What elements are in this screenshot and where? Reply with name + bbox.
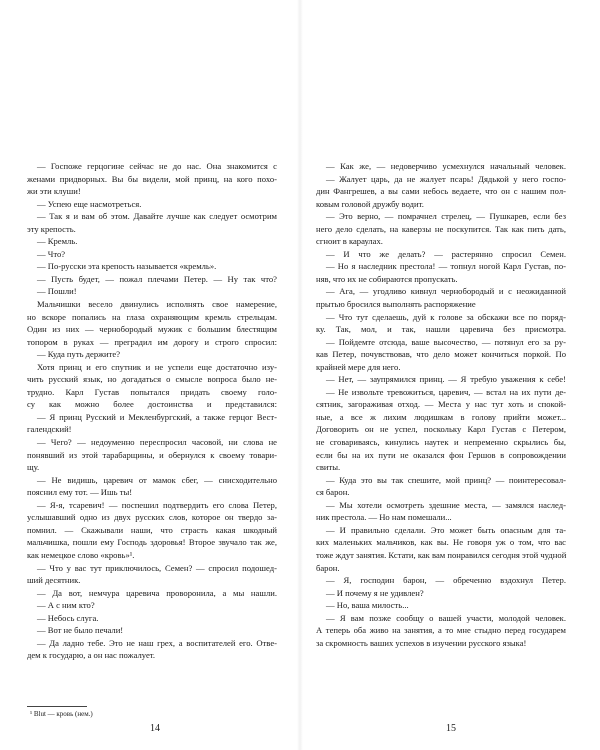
text-line: тоже ждут занятия. Кстати, как вам понравился сегодня этой чудной bbox=[316, 549, 567, 560]
text-line: свиты. bbox=[316, 462, 341, 473]
text-line: — Пойдемте отсюда, ваше высочество, — потянул его за ру- bbox=[326, 336, 566, 347]
text-line: женами придворных. Вы бы видели, мой принц, на кого похо- bbox=[27, 173, 277, 184]
text-line: дем к государю, а он нас пожалует. bbox=[27, 650, 156, 661]
text-line: — Небось слуга. bbox=[37, 612, 99, 623]
text-line: него дело сделать, на каверзы не поскупится. Так как пить дать, bbox=[316, 223, 566, 234]
text-line: — Нет, — заупрямился принц. — Я требую уважения к себе! bbox=[326, 374, 566, 385]
text-line: кав Петер, почувствовав, что дело может кончиться поркой. По bbox=[316, 349, 566, 360]
text-line: — Но, ваша милость... bbox=[326, 600, 409, 611]
text-line: понявший из этой тарабарщины, и обернулся к своему товари- bbox=[27, 449, 277, 460]
text-line: барон. bbox=[316, 562, 340, 573]
page-number-left: 14 bbox=[150, 723, 160, 734]
text-line: — И правильно сделали. Это может быть опасным для та- bbox=[326, 524, 566, 535]
text-line: — Куда это вы так спешите, мой принц? — поинтересовал- bbox=[326, 474, 566, 485]
text-line: — Что? bbox=[37, 248, 66, 259]
text-line: мальчишка, пошли ему Господь здоровья! Второе звучало так же, bbox=[27, 537, 277, 548]
text-line: — Куда путь держите? bbox=[37, 349, 121, 360]
book-gutter bbox=[297, 0, 303, 750]
text-line: эту крепость. bbox=[27, 223, 76, 234]
text-line: чить русский язык, но догадаться о смысле вопроса было не- bbox=[27, 374, 277, 385]
text-line: — Не извольте тревожиться, царевич, — встал на их пути де- bbox=[326, 386, 566, 397]
text-line: не сговариваясь, кинулись наутек и непременно скрылись бы, bbox=[316, 437, 566, 448]
text-line: — Не видишь, царевич от мамок сбег, — снисходительно bbox=[37, 474, 277, 485]
left-page-text bbox=[27, 160, 277, 662]
text-line: за скромность ваших успехов в изучении русского языка! bbox=[316, 637, 527, 648]
text-line: — Я-я, тсаревич! — поспешил подтвердить его слова Петер, bbox=[37, 499, 277, 510]
text-line: Договорить он не успел, поскольку Карл Густав с Петером, bbox=[316, 424, 566, 435]
text-line: А теперь оба живо на занятия, а то мне стыдно перед государем bbox=[316, 625, 566, 636]
text-line: ся барон. bbox=[316, 487, 350, 498]
text-line: но вскоре попались на глаза охраняющим кремль стрельцам. bbox=[27, 311, 277, 322]
text-line: — Жалует царь, да не жалует псарь! Дядькой у него госпо- bbox=[326, 173, 566, 184]
text-line: ких маленьких мальчиков, как вы. Не говоря уж о том, что вас bbox=[316, 537, 566, 548]
text-line: няв, что их не собираются пропускать. bbox=[316, 273, 458, 284]
text-line: — Что у вас тут приключилось, Семен? — спросил подошед- bbox=[37, 562, 277, 573]
text-line: — Чего? — недоуменно переспросил часовой, ни слова не bbox=[37, 437, 277, 448]
text-line: ник престола. — Но нам помешали... bbox=[316, 512, 452, 523]
text-line: — Это верно, — помрачнел стрелец, — Пушкарев, если без bbox=[326, 211, 566, 222]
text-line: — Успею еще насмотреться. bbox=[37, 198, 142, 209]
text-line: крайней мере для него. bbox=[316, 361, 401, 372]
text-line: — По-русски эта крепость называется «кремль». bbox=[37, 261, 217, 272]
text-line: — Вот не было печали! bbox=[37, 625, 124, 636]
text-line: если бы на их пути не оказался фон Гершов в сопровождении bbox=[316, 449, 566, 460]
text-line: — Мы хотели осмотреть здешние места, — замялся наслед- bbox=[326, 499, 566, 510]
text-line: — Ага, — угодливо кивнул чернобородый и с неожиданной bbox=[326, 286, 566, 297]
text-line: пояснил ему тот. — Ишь ты! bbox=[27, 487, 133, 498]
text-line: как немецкое слово «кровь»¹. bbox=[27, 549, 135, 560]
footnote: ¹ Blut — кровь (нем.) bbox=[30, 710, 93, 718]
text-line: ковым головой дружбу водит. bbox=[316, 198, 424, 209]
text-line: трудно. Карл Густав попытался придать своему голо- bbox=[27, 386, 277, 397]
text-line: услышавший одно из двух русских слов, которое он твердо за- bbox=[27, 512, 277, 523]
text-line: — Я принц Русский и Мекленбургский, а также герцог Вест- bbox=[37, 411, 277, 422]
text-line: жи эти клуши! bbox=[27, 186, 81, 197]
footnote-rule bbox=[27, 706, 87, 707]
text-line: — Госпоже герцогине сейчас не до нас. Она знакомится с bbox=[37, 161, 277, 171]
text-line: дин Фангрешев, а вы сами небось ведаете, что он с нашим пол- bbox=[316, 186, 566, 197]
text-line: — Да вот, немчура царевича проворонила, а мы нашли. bbox=[37, 587, 277, 598]
text-line: — А с ним кто? bbox=[37, 600, 95, 611]
text-line: — Я вам позже сообщу о вашей участи, молодой человек. bbox=[326, 612, 566, 623]
text-line: ший десятник. bbox=[27, 575, 81, 586]
right-page-text bbox=[316, 160, 566, 649]
text-line: — И почему я не удивлен? bbox=[326, 587, 424, 598]
text-line: Мальчишки весело двинулись исполнять свое намерение, bbox=[37, 299, 277, 310]
text-line: — Пошли! bbox=[37, 286, 77, 297]
text-line: — Кремль. bbox=[37, 236, 78, 247]
text-line: прытью бросился выполнять распоряжение bbox=[316, 299, 476, 310]
text-line: ные, а все ж лихим людишкам в голову прийти может... bbox=[316, 411, 566, 422]
text-line: сятник, загораживая отход. — Места у нас тут хоть и спокой- bbox=[316, 399, 566, 410]
text-line: — Да ладно тебе. Это не наш грех, а воспитателей его. Отве- bbox=[37, 637, 277, 648]
text-line: — Что тут сделаешь, дуй к голове за обскажи все по поряд- bbox=[326, 311, 566, 322]
text-line: Один из них — чернобородый мужик с большим блестящим bbox=[27, 324, 277, 335]
text-line: — Как же, — недоверчиво усмехнулся начальный человек. bbox=[326, 161, 566, 171]
text-line: ку. Так, мол, и так, нашли царевича без присмотра. bbox=[316, 324, 566, 335]
text-line: Хотя принц и его спутник и не успели еще достаточно изу- bbox=[37, 361, 277, 372]
text-line: — Я, господин барон, — обреченно вздохнул Петер. bbox=[326, 575, 566, 586]
page-number-right: 15 bbox=[446, 723, 456, 734]
text-line: су как можно более достоинства и представился: bbox=[27, 399, 277, 410]
text-line: — Пусть будет, — пожал плечами Петер. — Ну так что? bbox=[37, 273, 277, 284]
text-line: — И что же делать? — растерянно спросил Семен. bbox=[326, 248, 566, 259]
text-line: — Но я наследник престола! — топнул ногой Карл Густав, по- bbox=[326, 261, 566, 272]
text-line: помнил. — Скажывали наши, что страсть какая шкодный bbox=[27, 524, 277, 535]
text-line: галендский! bbox=[27, 424, 72, 435]
text-line: — Так я и вам об этом. Давайте лучше как следует осмотрим bbox=[37, 211, 277, 222]
text-line: топором в руках — преградил им дорогу и строго спросил: bbox=[27, 336, 277, 347]
text-line: щу. bbox=[27, 462, 40, 473]
text-line: сгноит в караулах. bbox=[316, 236, 383, 247]
